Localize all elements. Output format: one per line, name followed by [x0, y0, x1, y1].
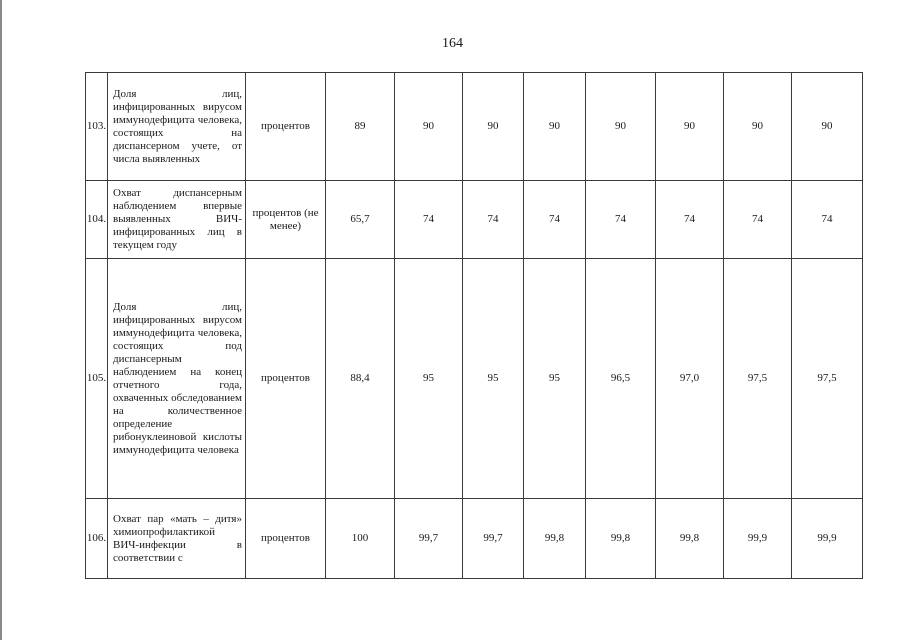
- indicator-value: 90: [395, 73, 463, 181]
- indicator-description: Охват пар «мать – дитя» химиопрофилактикой ВИЧ-инфекции в соответствии с: [108, 499, 246, 579]
- table-row: [86, 499, 863, 579]
- row-number: 105.: [86, 259, 108, 499]
- indicator-value: 99,8: [586, 499, 656, 579]
- indicator-value: 90: [463, 73, 524, 181]
- indicator-value: 90: [656, 73, 724, 181]
- indicator-unit: процентов: [246, 73, 326, 181]
- indicator-value: 90: [524, 73, 586, 181]
- row-number: 103.: [86, 73, 108, 181]
- indicator-value: 96,5: [586, 259, 656, 499]
- indicator-value: 90: [792, 73, 863, 181]
- page-left-edge: [0, 0, 2, 640]
- row-number: 104.: [86, 181, 108, 259]
- indicator-value: 97,5: [724, 259, 792, 499]
- indicator-value: 74: [792, 181, 863, 259]
- indicator-value: 74: [724, 181, 792, 259]
- indicator-unit: процентов: [246, 259, 326, 499]
- indicator-value: 99,8: [656, 499, 724, 579]
- row-number: 106.: [86, 499, 108, 579]
- indicator-value: 74: [395, 181, 463, 259]
- indicator-value: 65,7: [326, 181, 395, 259]
- indicator-value: 99,9: [724, 499, 792, 579]
- table-row: [86, 259, 863, 499]
- indicator-unit: процентов: [246, 499, 326, 579]
- indicator-value: 74: [524, 181, 586, 259]
- indicator-description: Охват диспансерным наблюдением впервые выявленных ВИЧ-инфицированных лиц в текущем году: [108, 181, 246, 259]
- indicator-value: 95: [463, 259, 524, 499]
- indicator-description: Доля лиц, инфицированных вирусом иммунодефицита человека, состоящих под диспансерным наблюдением на конец отчетного года, охваченных обследованием на количественное определение рибонуклеиновой кислоты иммунодефицита человека: [108, 259, 246, 499]
- indicator-value: 97,0: [656, 259, 724, 499]
- indicator-value: 88,4: [326, 259, 395, 499]
- table-row: [86, 181, 863, 259]
- indicator-value: 97,5: [792, 259, 863, 499]
- indicator-value: 74: [463, 181, 524, 259]
- indicator-value: 89: [326, 73, 395, 181]
- indicator-value: 90: [586, 73, 656, 181]
- indicator-value: 74: [586, 181, 656, 259]
- indicator-value: 99,9: [792, 499, 863, 579]
- page-number: 164: [442, 36, 463, 51]
- indicator-value: 95: [524, 259, 586, 499]
- indicator-value: 74: [656, 181, 724, 259]
- indicators-table: [85, 72, 863, 579]
- indicator-unit: процентов (не менее): [246, 181, 326, 259]
- indicator-value: 99,7: [463, 499, 524, 579]
- indicator-value: 99,8: [524, 499, 586, 579]
- indicator-description: Доля лиц, инфицированных вирусом иммунодефицита человека, состоящих на диспансерном учете, от числа выявленных: [108, 73, 246, 181]
- indicator-value: 99,7: [395, 499, 463, 579]
- indicator-value: 95: [395, 259, 463, 499]
- table-row: [86, 73, 863, 181]
- indicator-value: 100: [326, 499, 395, 579]
- indicator-value: 90: [724, 73, 792, 181]
